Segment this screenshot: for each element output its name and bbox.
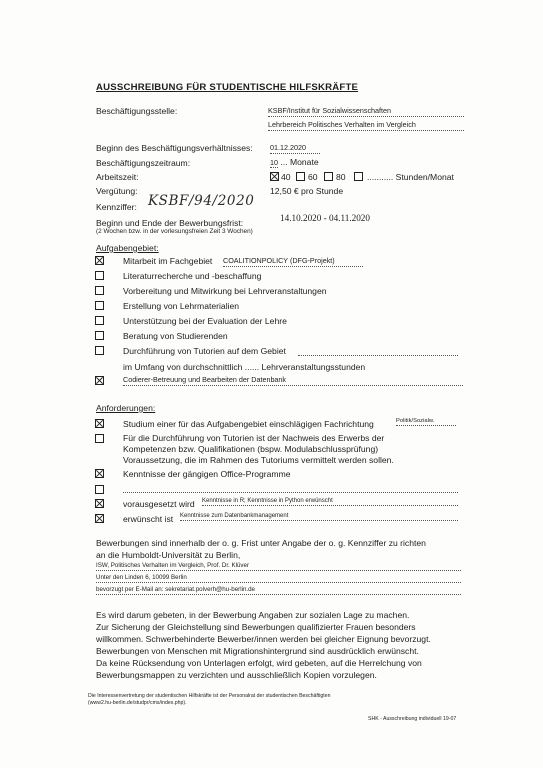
page-title: AUSSCHREIBUNG FÜR STUDENTISCHE HILFSKRÄFTE xyxy=(96,82,359,93)
anforderung-office-checkbox[interactable] xyxy=(95,469,104,478)
aufgabe-beratung-label: Beratung von Studierenden xyxy=(123,331,228,341)
arbeitszeit-other-label: ........... Stunden/Monat xyxy=(367,172,454,182)
anforderung-erwuenscht-checkbox[interactable] xyxy=(95,514,104,523)
anforderung-vorausgesetzt-fill: Kenntnisse in R; Kenntnisse in Python erwünscht xyxy=(202,498,458,506)
zeitraum-unit: ... Monate xyxy=(280,157,319,167)
zeitraum-field xyxy=(270,157,319,168)
aufgabe-umfang-text: im Umfang von durchschnittlich ...... Lehrveranstaltungsstunden xyxy=(123,362,366,372)
arbeitszeit-80-checkbox[interactable] xyxy=(324,172,333,181)
arbeitszeit-label: Arbeitszeit: xyxy=(96,172,139,182)
hinweis-line: Da keine Rücksendung von Unterlagen erfolgt, wird gebeten, auf die Herrelchung von xyxy=(96,658,422,668)
kennziffer-handwritten-value: KSBF/94/2020 xyxy=(148,193,255,209)
frist-label: Beginn und Ende der Bewerbungsfrist: xyxy=(96,218,244,228)
beschaeftigungsstelle-value-line1: KSBF/Institut für Sozialwissenschaften xyxy=(268,106,464,117)
aufgabe-evaluation-checkbox[interactable] xyxy=(95,316,104,325)
frist-value: 14.10.2020 - 04.11.2020 xyxy=(280,213,370,223)
beginn-value: 01.12.2020 xyxy=(270,143,320,154)
anforderung-tutorien-checkbox[interactable] xyxy=(95,434,104,443)
bewerbung-line1: Bewerbungen sind innerhalb der o. g. Frist unter Angabe der o. g. Kennziffer zu richten xyxy=(96,538,426,548)
anforderung-office-label: Kenntnisse der gängigen Office-Programme xyxy=(123,469,291,479)
verguetung-value: 12,50 € pro Stunde xyxy=(270,186,344,196)
anforderungen-heading: Anforderungen: xyxy=(96,403,156,413)
anforderung-vorausgesetzt-label: vorausgesetzt wird xyxy=(123,499,195,509)
arbeitszeit-60-label: 60 xyxy=(308,172,318,182)
aufgabe-beratung-checkbox[interactable] xyxy=(95,331,104,340)
footer-note-line1: Die Interessenvertretung der studentischen Hilfskräfte ist der Personalrat der studentischen Beschäftigten xyxy=(88,693,331,699)
aufgabe-fachgebiet-fill: COALITIONPOLICY (DFG-Projekt) xyxy=(223,256,363,267)
aufgabe-lehrmaterialien-checkbox[interactable] xyxy=(95,301,104,310)
aufgabe-literatur-label: Literaturrecherche und -beschaffung xyxy=(123,271,262,281)
anforderung-studium-label: Studium einer für das Aufgabengebiet einschlägigen Fachrichtung xyxy=(123,419,374,429)
aufgabe-literatur-checkbox[interactable] xyxy=(95,271,104,280)
zeitraum-value: 10 xyxy=(270,158,278,167)
aufgabe-evaluation-label: Unterstützung bei der Evaluation der Lehre xyxy=(123,316,287,326)
anforderung-studium-fill: Politik/Sozialw. xyxy=(396,418,456,426)
anforderung-tutorien-line3: Voraussetzung, die im Rahmen des Tutoriums vermittelt werden sollen. xyxy=(123,455,394,465)
arbeitszeit-60-checkbox[interactable] xyxy=(296,172,305,181)
anforderung-erwuenscht-fill: Kenntnisse zum Datenbankmanagement xyxy=(180,513,458,521)
anforderung-tutorien-line2: Kompetenzen bzw. Qualifikationen (bspw. Modulabschlussprüfung) xyxy=(123,444,379,454)
aufgabe-tutorien-label: Durchführung von Tutorien auf dem Gebiet xyxy=(123,346,286,356)
bewerbung-address2: Unter den Linden 6, 10099 Berlin xyxy=(96,574,461,583)
aufgabe-lehrveranstaltungen-label: Vorbereitung und Mitwirkung bei Lehrveranstaltungen xyxy=(123,286,327,296)
beschaeftigungsstelle-value-line2: Lehrbereich Politisches Verhalten im Vergleich xyxy=(268,120,464,131)
aufgabe-tutorien-blank xyxy=(298,355,458,356)
bewerbung-line2: an die Humboldt-Universität zu Berlin, xyxy=(96,550,241,560)
frist-note: (2 Wochen bzw. in der vorlesungsfreien Zeit 3 Wochen) xyxy=(96,228,253,235)
arbeitszeit-other-checkbox[interactable] xyxy=(354,172,363,181)
anforderung-blank-checkbox[interactable] xyxy=(95,485,104,494)
hinweis-line: Bewerbungsmappen zu verzichten und ausschließlich Kopien vorzulegen. xyxy=(96,670,377,680)
aufgabe-fachgebiet-label: Mitarbeit im Fachgebiet xyxy=(123,256,213,266)
aufgabe-lehrmaterialien-label: Erstellung von Lehrmaterialien xyxy=(123,301,240,311)
form-id: SHK - Ausschreibung individuell 19-07 xyxy=(368,716,457,722)
beschaeftigungsstelle-label: Beschäftigungsstelle: xyxy=(96,106,178,116)
hinweis-line: Zur Sicherung der Gleichstellung sind Bewerbungen qualifizierter Frauen besonders xyxy=(96,622,416,632)
arbeitszeit-40-label: 40 xyxy=(281,172,291,182)
hinweis-line: willkommen. Schwerbehinderte Bewerber/innen werden bei gleicher Eignung bevorzugt. xyxy=(96,634,431,644)
arbeitszeit-40-checkbox[interactable] xyxy=(270,172,279,181)
aufgabe-custom-fill: Codierer-Betreuung und Bearbeiten der Datenbank xyxy=(123,375,463,386)
verguetung-label: Vergütung: xyxy=(96,186,138,196)
arbeitszeit-80-label: 80 xyxy=(336,172,346,182)
anforderung-tutorien-line1: Für die Durchführung von Tutorien ist der Nachweis des Erwerbs der xyxy=(123,433,385,443)
beginn-label: Beginn des Beschäftigungsverhältnisses: xyxy=(96,143,253,153)
bewerbung-email: bevorzugt per E-Mail an: sekretariat.polverh@hu-berlin.de xyxy=(96,586,461,595)
aufgabe-fachgebiet-checkbox[interactable] xyxy=(95,256,104,265)
hinweis-line: Bewerbungen von Menschen mit Migrationshintergrund sind ausdrücklich erwünscht. xyxy=(96,646,419,656)
footer-note-line2: (www2.hu-berlin.de/studpr/cms/index.php). xyxy=(88,700,187,706)
hinweis-line: Es wird darum gebeten, in der Bewerbung Angaben zur sozialen Lage zu machen. xyxy=(96,610,410,620)
anforderung-blank-line xyxy=(123,492,458,493)
kennziffer-label: Kennziffer: xyxy=(96,202,137,212)
aufgaben-heading: Aufgabengebiet: xyxy=(96,243,159,253)
aufgabe-custom-checkbox[interactable] xyxy=(95,376,104,385)
anforderung-vorausgesetzt-checkbox[interactable] xyxy=(95,499,104,508)
bewerbung-address1: ISW, Politisches Verhalten im Vergleich, Prof. Dr. Klüver xyxy=(96,562,461,571)
anforderung-studium-checkbox[interactable] xyxy=(95,419,104,428)
zeitraum-label: Beschäftigungszeitraum: xyxy=(96,158,191,168)
anforderung-erwuenscht-label: erwünscht ist xyxy=(123,514,174,524)
aufgabe-lehrveranstaltungen-checkbox[interactable] xyxy=(95,286,104,295)
aufgabe-tutorien-checkbox[interactable] xyxy=(95,346,104,355)
